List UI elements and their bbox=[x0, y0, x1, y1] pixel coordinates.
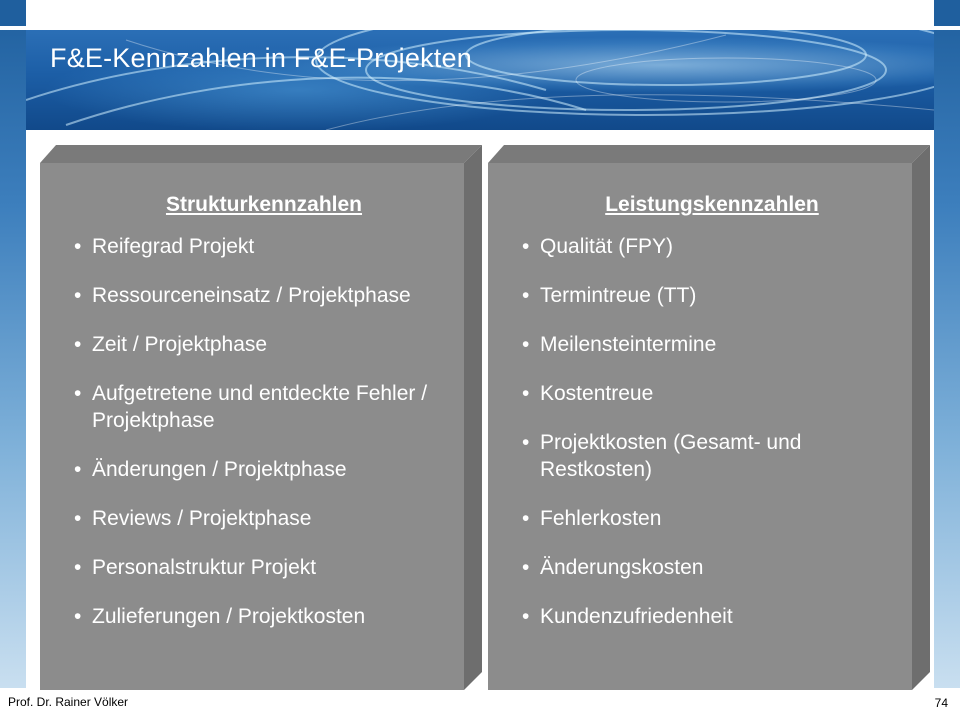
list-item: • Qualität (FPY) bbox=[522, 235, 674, 258]
list-item: • Zeit / Projektphase bbox=[74, 333, 268, 356]
structure-metrics-list bbox=[74, 233, 454, 630]
list-item: • Meilensteintermine bbox=[522, 333, 717, 356]
structure-metrics-box bbox=[40, 145, 482, 690]
slide-title: F&E-Kennzahlen in F&E-Projekten bbox=[50, 43, 472, 73]
left-decor-bar bbox=[0, 0, 26, 688]
list-item: • Reifegrad Projekt bbox=[74, 235, 255, 258]
bullet-icon: • bbox=[74, 333, 82, 356]
bullet-icon: • bbox=[522, 507, 530, 530]
page-number: 74 bbox=[934, 696, 948, 710]
top-white-strip bbox=[0, 0, 960, 30]
performance-metrics-list bbox=[522, 233, 902, 630]
list-item: • Kundenzufriedenheit bbox=[522, 605, 733, 628]
right-decor-bar bbox=[934, 0, 960, 688]
list-item: • Fehlerkosten bbox=[522, 507, 662, 530]
bullet-icon: • bbox=[74, 507, 82, 530]
bullet-icon: • bbox=[74, 284, 82, 307]
performance-metrics-heading: Leistungskennzahlen bbox=[605, 193, 819, 216]
right-corner-square bbox=[934, 0, 960, 26]
bullet-icon: • bbox=[74, 605, 82, 628]
list-item: • Zulieferungen / Projektkosten bbox=[74, 605, 366, 628]
left-box-content bbox=[74, 193, 454, 652]
bullet-icon: • bbox=[522, 431, 530, 454]
bullet-icon: • bbox=[522, 556, 530, 579]
bullet-icon: • bbox=[522, 605, 530, 628]
structure-metrics-heading: Strukturkennzahlen bbox=[165, 193, 363, 216]
footer-author: Prof. Dr. Rainer Völker bbox=[8, 695, 129, 709]
list-item: • Änderungen / Projektphase bbox=[74, 458, 347, 481]
bullet-icon: • bbox=[522, 235, 530, 258]
bullet-icon: • bbox=[74, 382, 82, 405]
left-corner-square bbox=[0, 0, 26, 26]
list-item: • Änderungskosten bbox=[522, 556, 704, 579]
bullet-icon: • bbox=[522, 284, 530, 307]
right-box-content bbox=[522, 193, 902, 652]
bullet-icon: • bbox=[522, 333, 530, 356]
bullet-icon: • bbox=[74, 556, 82, 579]
list-item: • Aufgetretene und entdeckte Fehler / Projektphase bbox=[74, 382, 428, 432]
list-item: • Termintreue (TT) bbox=[522, 284, 697, 307]
bullet-icon: • bbox=[74, 458, 82, 481]
list-item: • Reviews / Projektphase bbox=[74, 507, 312, 530]
list-item: • Personalstruktur Projekt bbox=[74, 556, 317, 579]
bullet-icon: • bbox=[74, 235, 82, 258]
bullet-icon: • bbox=[522, 382, 530, 405]
list-item: • Kostentreue bbox=[522, 382, 654, 405]
list-item: • Projektkosten (Gesamt- und Restkosten) bbox=[522, 431, 802, 481]
performance-metrics-box bbox=[488, 145, 930, 690]
header-banner bbox=[26, 30, 934, 130]
list-item: • Ressourceneinsatz / Projektphase bbox=[74, 284, 411, 307]
